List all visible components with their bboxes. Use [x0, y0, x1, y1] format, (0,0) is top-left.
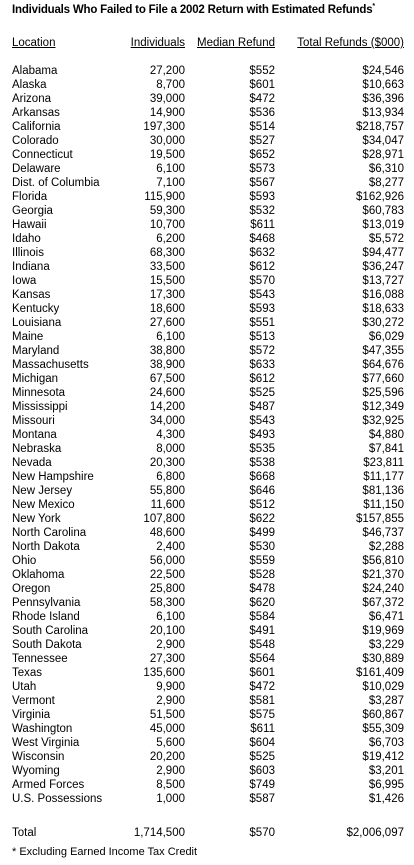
- cell-location: South Carolina: [12, 625, 89, 637]
- cell-total-refunds: $218,757: [356, 121, 404, 133]
- cell-total-refunds: $25,596: [362, 387, 404, 399]
- cell-individuals: 2,900: [156, 695, 185, 707]
- cell-location: Tennessee: [12, 653, 68, 665]
- cell-location: California: [12, 121, 61, 133]
- cell-total-refunds: $32,925: [362, 415, 404, 427]
- cell-individuals: 15,500: [149, 275, 185, 287]
- cell-total-refunds: $24,546: [362, 65, 404, 77]
- cell-location: Idaho: [12, 233, 41, 245]
- cell-median-refund: $584: [249, 611, 275, 623]
- cell-individuals: 10,700: [149, 219, 185, 231]
- cell-total-refunds: $16,088: [362, 289, 404, 301]
- table-row: [12, 722, 404, 736]
- total-individuals: 1,714,500: [133, 827, 185, 839]
- cell-total-refunds: $11,177: [363, 471, 404, 483]
- cell-median-refund: $612: [249, 373, 275, 385]
- table-row: [12, 680, 404, 694]
- cell-location: Indiana: [12, 261, 50, 273]
- cell-total-refunds: $67,372: [362, 597, 404, 609]
- cell-individuals: 27,600: [149, 317, 185, 329]
- cell-location: Arizona: [12, 93, 51, 105]
- cell-individuals: 27,200: [149, 65, 185, 77]
- cell-location: Iowa: [12, 275, 37, 287]
- cell-median-refund: $487: [249, 401, 275, 413]
- cell-total-refunds: $11,150: [363, 499, 404, 511]
- table-row: [12, 792, 404, 806]
- cell-individuals: 6,100: [156, 611, 185, 623]
- cell-individuals: 24,600: [149, 387, 185, 399]
- cell-location: New Hampshire: [12, 471, 94, 483]
- cell-location: Oklahoma: [12, 569, 65, 581]
- cell-total-refunds: $2,288: [368, 541, 404, 553]
- cell-total-refunds: $7,841: [368, 443, 404, 455]
- cell-median-refund: $587: [249, 793, 275, 805]
- total-median-refund: $570: [249, 827, 275, 839]
- cell-location: Rhode Island: [12, 611, 80, 623]
- table-row: [12, 484, 404, 498]
- table-row: [12, 330, 404, 344]
- cell-median-refund: $601: [249, 667, 275, 679]
- cell-median-refund: $601: [249, 79, 275, 91]
- cell-individuals: 68,300: [149, 247, 185, 259]
- cell-median-refund: $514: [249, 121, 275, 133]
- cell-individuals: 38,900: [149, 359, 185, 371]
- cell-location: West Virginia: [12, 737, 80, 749]
- cell-median-refund: $652: [249, 149, 275, 161]
- cell-location: Texas: [12, 667, 43, 679]
- cell-median-refund: $491: [249, 625, 275, 637]
- table-row: [12, 204, 404, 218]
- cell-median-refund: $604: [249, 737, 275, 749]
- cell-median-refund: $633: [249, 359, 275, 371]
- table-row: [12, 624, 404, 638]
- cell-median-refund: $538: [249, 457, 275, 469]
- table-row: [12, 708, 404, 722]
- table-row: [12, 750, 404, 764]
- cell-location: Connecticut: [12, 149, 73, 161]
- cell-individuals: 51,500: [149, 709, 185, 721]
- cell-total-refunds: $6,310: [368, 163, 404, 175]
- cell-individuals: 197,300: [143, 121, 185, 133]
- cell-total-refunds: $10,029: [362, 681, 404, 693]
- table-row: [12, 260, 404, 274]
- table-row: [12, 540, 404, 554]
- title-footnote-mark: *: [372, 3, 375, 10]
- cell-individuals: 56,000: [149, 555, 185, 567]
- cell-individuals: 11,600: [150, 499, 185, 511]
- cell-total-refunds: $3,287: [368, 695, 404, 707]
- table-row: [12, 302, 404, 316]
- cell-location: Kentucky: [12, 303, 60, 315]
- cell-location: Colorado: [12, 135, 59, 147]
- cell-total-refunds: $30,272: [362, 317, 404, 329]
- cell-location: Illinois: [12, 247, 44, 259]
- header-individuals: Individuals: [130, 37, 185, 49]
- cell-individuals: 17,300: [149, 289, 185, 301]
- cell-median-refund: $532: [249, 205, 275, 217]
- refunds-table: [12, 36, 404, 840]
- cell-location: Massachusetts: [12, 359, 89, 371]
- cell-median-refund: $581: [249, 695, 275, 707]
- title-text: Individuals Who Failed to File a 2002 Return with Estimated Refunds: [12, 3, 373, 16]
- cell-location: Kansas: [12, 289, 51, 301]
- cell-individuals: 8,000: [156, 443, 185, 455]
- cell-individuals: 7,100: [156, 177, 185, 189]
- table-row: [12, 778, 404, 792]
- header-spacer: [12, 50, 404, 64]
- cell-median-refund: $611: [250, 219, 275, 231]
- cell-median-refund: $572: [249, 345, 275, 357]
- cell-individuals: 18,600: [149, 303, 185, 315]
- cell-individuals: 8,700: [156, 79, 185, 91]
- cell-individuals: 14,900: [149, 107, 185, 119]
- cell-total-refunds: $36,247: [362, 261, 404, 273]
- cell-total-refunds: $13,019: [362, 219, 404, 231]
- cell-total-refunds: $19,969: [362, 625, 404, 637]
- cell-median-refund: $527: [249, 135, 275, 147]
- total-spacer: [12, 806, 404, 826]
- cell-median-refund: $513: [249, 331, 275, 343]
- cell-individuals: 1,000: [156, 793, 185, 805]
- cell-location: Virginia: [12, 709, 51, 721]
- cell-location: Mississippi: [12, 401, 68, 413]
- cell-location: North Dakota: [12, 541, 80, 553]
- cell-median-refund: $575: [249, 709, 275, 721]
- cell-individuals: 115,900: [144, 191, 185, 203]
- table-row: [12, 274, 404, 288]
- cell-median-refund: $472: [249, 681, 275, 693]
- cell-median-refund: $543: [249, 289, 275, 301]
- cell-total-refunds: $81,136: [362, 485, 404, 497]
- cell-total-refunds: $13,727: [362, 275, 404, 287]
- cell-individuals: 25,800: [149, 583, 185, 595]
- cell-location: Washington: [12, 723, 73, 735]
- cell-median-refund: $749: [249, 779, 275, 791]
- cell-median-refund: $570: [249, 275, 275, 287]
- table-row: [12, 64, 404, 78]
- cell-individuals: 48,600: [149, 527, 185, 539]
- cell-individuals: 34,000: [149, 415, 185, 427]
- cell-median-refund: $564: [249, 653, 275, 665]
- cell-total-refunds: $94,477: [362, 247, 404, 259]
- cell-total-refunds: $3,229: [368, 639, 404, 651]
- cell-median-refund: $567: [249, 177, 275, 189]
- header-location: Location: [12, 37, 56, 49]
- cell-individuals: 58,300: [149, 597, 185, 609]
- cell-median-refund: $493: [249, 429, 275, 441]
- cell-total-refunds: $3,201: [368, 765, 404, 777]
- cell-individuals: 6,200: [156, 233, 185, 245]
- cell-total-refunds: $1,426: [368, 793, 404, 805]
- table-row: [12, 470, 404, 484]
- cell-total-refunds: $55,309: [362, 723, 404, 735]
- table-row: [12, 316, 404, 330]
- table-row: [12, 554, 404, 568]
- table-row: [12, 582, 404, 596]
- cell-individuals: 5,600: [156, 737, 185, 749]
- cell-location: North Carolina: [12, 527, 87, 539]
- cell-individuals: 67,500: [149, 373, 185, 385]
- cell-location: Oregon: [12, 583, 51, 595]
- cell-individuals: 22,500: [149, 569, 185, 581]
- cell-location: Nebraska: [12, 443, 62, 455]
- cell-individuals: 27,300: [149, 653, 185, 665]
- total-label: Total: [12, 827, 37, 839]
- cell-total-refunds: $8,277: [368, 177, 404, 189]
- table-row: [12, 456, 404, 470]
- cell-individuals: 45,000: [149, 723, 185, 735]
- cell-location: Missouri: [12, 415, 55, 427]
- cell-total-refunds: $28,971: [362, 149, 404, 161]
- cell-individuals: 2,900: [156, 765, 185, 777]
- total-refunds: $2,006,097: [346, 827, 404, 839]
- cell-individuals: 20,300: [149, 457, 185, 469]
- table-row: [12, 498, 404, 512]
- cell-location: Minnesota: [12, 387, 66, 399]
- table-row: [12, 134, 404, 148]
- cell-median-refund: $548: [249, 639, 275, 651]
- cell-total-refunds: $6,995: [368, 779, 404, 791]
- cell-location: Maine: [12, 331, 44, 343]
- cell-individuals: 6,100: [156, 331, 185, 343]
- cell-total-refunds: $161,409: [356, 667, 404, 679]
- cell-total-refunds: $6,029: [368, 331, 404, 343]
- table-row: [12, 218, 404, 232]
- table-row: [12, 526, 404, 540]
- header-median-refund: Median Refund: [197, 37, 275, 49]
- cell-individuals: 6,800: [156, 471, 185, 483]
- cell-individuals: 20,200: [149, 751, 185, 763]
- cell-location: Delaware: [12, 163, 61, 175]
- cell-individuals: 38,800: [149, 345, 185, 357]
- table-row: [12, 78, 404, 92]
- table-row: [12, 176, 404, 190]
- cell-total-refunds: $12,349: [362, 401, 404, 413]
- cell-median-refund: $512: [249, 499, 275, 511]
- table-row: [12, 358, 404, 372]
- cell-total-refunds: $60,867: [362, 709, 404, 721]
- cell-individuals: 20,100: [149, 625, 185, 637]
- table-row: [12, 596, 404, 610]
- cell-individuals: 55,800: [149, 485, 185, 497]
- table-row: [12, 372, 404, 386]
- table-row: [12, 694, 404, 708]
- table-row: [12, 638, 404, 652]
- header-total-refunds: Total Refunds ($000): [297, 37, 404, 49]
- cell-location: Utah: [12, 681, 37, 693]
- cell-median-refund: $611: [250, 723, 275, 735]
- cell-median-refund: $603: [249, 765, 275, 777]
- table-row: [12, 120, 404, 134]
- table-row: [12, 106, 404, 120]
- table-row: [12, 400, 404, 414]
- footnote: * Excluding Earned Income Tax Credit: [12, 846, 198, 858]
- cell-location: New Jersey: [12, 485, 73, 497]
- document-title: [12, 3, 375, 16]
- cell-individuals: 107,800: [143, 513, 185, 525]
- cell-total-refunds: $10,663: [362, 79, 404, 91]
- cell-median-refund: $468: [249, 233, 275, 245]
- cell-median-refund: $530: [249, 541, 275, 553]
- table-row: [12, 764, 404, 778]
- cell-location: Florida: [12, 191, 48, 203]
- cell-location: Georgia: [12, 205, 53, 217]
- cell-median-refund: $668: [249, 471, 275, 483]
- cell-individuals: 2,400: [156, 541, 185, 553]
- cell-location: Hawaii: [12, 219, 47, 231]
- cell-total-refunds: $77,660: [362, 373, 404, 385]
- cell-individuals: 9,900: [156, 681, 185, 693]
- cell-total-refunds: $162,926: [356, 191, 404, 203]
- cell-location: Pennsylvania: [12, 597, 81, 609]
- cell-median-refund: $632: [249, 247, 275, 259]
- cell-median-refund: $551: [249, 317, 275, 329]
- cell-total-refunds: $30,889: [362, 653, 404, 665]
- cell-total-refunds: $4,880: [368, 429, 404, 441]
- table-row: [12, 288, 404, 302]
- cell-location: South Dakota: [12, 639, 82, 651]
- cell-individuals: 6,100: [156, 163, 185, 175]
- cell-location: Alabama: [12, 65, 58, 77]
- cell-individuals: 14,200: [149, 401, 185, 413]
- table-row: [12, 344, 404, 358]
- cell-median-refund: $622: [249, 513, 275, 525]
- cell-location: U.S. Possessions: [12, 793, 103, 805]
- table-body: [12, 50, 404, 806]
- total-row: [12, 826, 404, 840]
- cell-location: Vermont: [12, 695, 55, 707]
- cell-median-refund: $573: [249, 163, 275, 175]
- cell-individuals: 4,300: [156, 429, 185, 441]
- cell-median-refund: $646: [249, 485, 275, 497]
- cell-total-refunds: $56,810: [362, 555, 404, 567]
- cell-median-refund: $612: [249, 261, 275, 273]
- cell-location: Michigan: [12, 373, 59, 385]
- table-row: [12, 246, 404, 260]
- table-row: [12, 442, 404, 456]
- table-row: [12, 666, 404, 680]
- cell-total-refunds: $18,633: [362, 303, 404, 315]
- cell-total-refunds: $23,811: [363, 457, 404, 469]
- cell-location: Wisconsin: [12, 751, 65, 763]
- table-row: [12, 736, 404, 750]
- cell-location: Ohio: [12, 555, 37, 567]
- cell-individuals: 33,500: [149, 261, 185, 273]
- cell-median-refund: $499: [249, 527, 275, 539]
- cell-total-refunds: $13,934: [362, 107, 404, 119]
- cell-median-refund: $528: [249, 569, 275, 581]
- cell-total-refunds: $19,412: [362, 751, 404, 763]
- cell-location: Dist. of Columbia: [12, 177, 100, 189]
- cell-individuals: 135,600: [143, 667, 185, 679]
- table-row: [12, 652, 404, 666]
- table-row: [12, 190, 404, 204]
- cell-location: Nevada: [12, 457, 52, 469]
- cell-total-refunds: $5,572: [368, 233, 404, 245]
- cell-individuals: 39,000: [149, 93, 185, 105]
- cell-total-refunds: $6,471: [368, 611, 404, 623]
- cell-total-refunds: $34,047: [362, 135, 404, 147]
- cell-total-refunds: $64,676: [362, 359, 404, 371]
- cell-location: Arkansas: [12, 107, 60, 119]
- table-header-row: [12, 36, 404, 50]
- cell-individuals: 30,000: [149, 135, 185, 147]
- cell-location: New Mexico: [12, 499, 75, 511]
- cell-total-refunds: $21,370: [362, 569, 404, 581]
- table-row: [12, 610, 404, 624]
- cell-location: New York: [12, 513, 61, 525]
- cell-individuals: 19,500: [149, 149, 185, 161]
- cell-total-refunds: $36,396: [362, 93, 404, 105]
- cell-median-refund: $478: [249, 583, 275, 595]
- cell-median-refund: $559: [249, 555, 275, 567]
- cell-median-refund: $620: [249, 597, 275, 609]
- table-row: [12, 232, 404, 246]
- table-row: [12, 428, 404, 442]
- cell-median-refund: $472: [249, 93, 275, 105]
- table-row: [12, 162, 404, 176]
- cell-total-refunds: $47,355: [362, 345, 404, 357]
- table-total-section: [12, 806, 404, 840]
- cell-total-refunds: $46,737: [362, 527, 404, 539]
- cell-individuals: 59,300: [149, 205, 185, 217]
- cell-individuals: 8,500: [156, 779, 185, 791]
- table-row: [12, 414, 404, 428]
- cell-individuals: 2,900: [156, 639, 185, 651]
- cell-total-refunds: $157,855: [356, 513, 404, 525]
- cell-location: Armed Forces: [12, 779, 85, 791]
- table-row: [12, 148, 404, 162]
- cell-median-refund: $552: [249, 65, 275, 77]
- table-row: [12, 568, 404, 582]
- cell-location: Maryland: [12, 345, 60, 357]
- cell-median-refund: $593: [249, 303, 275, 315]
- cell-location: Louisiana: [12, 317, 62, 329]
- table-row: [12, 386, 404, 400]
- table-row: [12, 512, 404, 526]
- table-row: [12, 92, 404, 106]
- cell-total-refunds: $6,703: [368, 737, 404, 749]
- cell-total-refunds: $60,783: [362, 205, 404, 217]
- cell-median-refund: $543: [249, 415, 275, 427]
- cell-location: Wyoming: [12, 765, 60, 777]
- cell-location: Montana: [12, 429, 57, 441]
- cell-median-refund: $535: [249, 443, 275, 455]
- cell-location: Alaska: [12, 79, 47, 91]
- cell-median-refund: $525: [249, 751, 275, 763]
- cell-median-refund: $536: [249, 107, 275, 119]
- cell-total-refunds: $24,240: [362, 583, 404, 595]
- cell-median-refund: $525: [249, 387, 275, 399]
- cell-median-refund: $593: [249, 191, 275, 203]
